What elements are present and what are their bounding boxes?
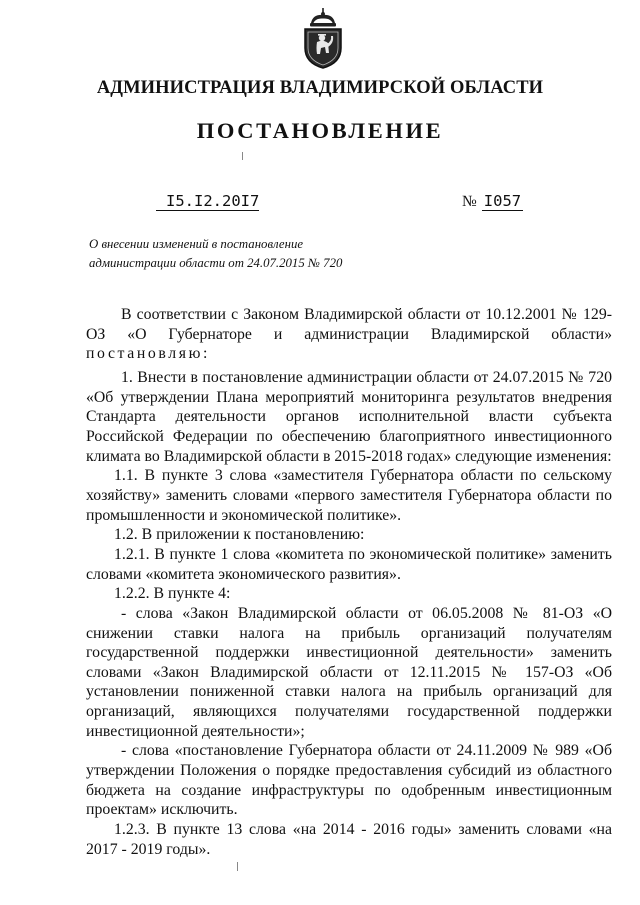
paragraph-item-1-2-3: 1.2.3. В пункте 13 слова «на 2014 - 2016 годы» заменить словами «на 2017 - 2019 годы».	[86, 821, 612, 858]
coat-of-arms-icon	[297, 8, 349, 70]
paragraph-item-1-2-1: 1.2.1. В пункте 1 слова «комитета по экономической политике» заменить словами «комитета экономического развития».	[86, 545, 612, 583]
subject-line: О внесении изменений в постановление	[89, 237, 304, 251]
document-body	[86, 305, 612, 859]
document-type-title: ПОСТАНОВЛЕНИЕ	[196, 118, 444, 143]
paragraph-item-1-2: 1.2. В приложении к постановлению:	[114, 526, 365, 544]
paragraph-item-1-2-2: 1.2.2. В пункте 4:	[114, 585, 231, 603]
number-value: I057	[483, 192, 522, 210]
document-number	[462, 192, 523, 211]
scan-mark	[242, 152, 243, 160]
subject-line: администрации области от 24.07.2015 № 720	[89, 256, 343, 270]
paragraph-preamble	[86, 305, 612, 364]
paragraph-bullet-2: - слова «постановление Губернатора области от 24.11.2009 № 989 «Об утверждении Положения о порядке предоставления субсидий из областного бюджета на создание инфраструктуры по одобренным инвестиционным проектам» исключить.	[86, 742, 612, 819]
paragraph-bullet-1: - слова «Закон Владимирской области от 06.05.2008 № 81-ОЗ «О снижении ставки налога на прибыль организаций получателям государственной поддержки инвестиционной деятельности» заменить словами «Закон Владимирской области от 12.11.2015 № 157-ОЗ «Об установлении пониженной ставки налога на прибыль организаций для организаций, являющихся получателями государственной поддержки инвестиционной деятельности»;	[86, 604, 612, 740]
paragraph-item-1-1: 1.1. В пункте 3 слова «заместителя Губернатора области по сельскому хозяйству» заменить словами «первого заместителя Губернатора области по промышленности и экономической политике».	[86, 467, 612, 524]
organization-name: АДМИНИСТРАЦИЯ ВЛАДИМИРСКОЙ ОБЛАСТИ	[96, 78, 544, 98]
number-sign: №	[462, 193, 477, 210]
preamble-text: В соответствии с Законом Владимирской области от 10.12.2001 № 129-ОЗ «О Губернаторе и администрации Владимирской области»	[86, 306, 612, 343]
paragraph-item-1: 1. Внести в постановление администрации области от 24.07.2015 № 720 «Об утверждении Плана мероприятий мониторинга результатов внедрения Стандарта деятельности органов исполнительной власти субъекта Российской Федерации по обеспечению благоприятного инвестиционного климата во Владимирской области в 2015-2018 годах» следующие изменения:	[86, 368, 612, 465]
scan-mark	[237, 862, 238, 871]
document-subject	[89, 235, 349, 273]
document-date: I5.I2.20I7	[156, 192, 259, 211]
resolution-word: постановляю:	[86, 345, 211, 363]
